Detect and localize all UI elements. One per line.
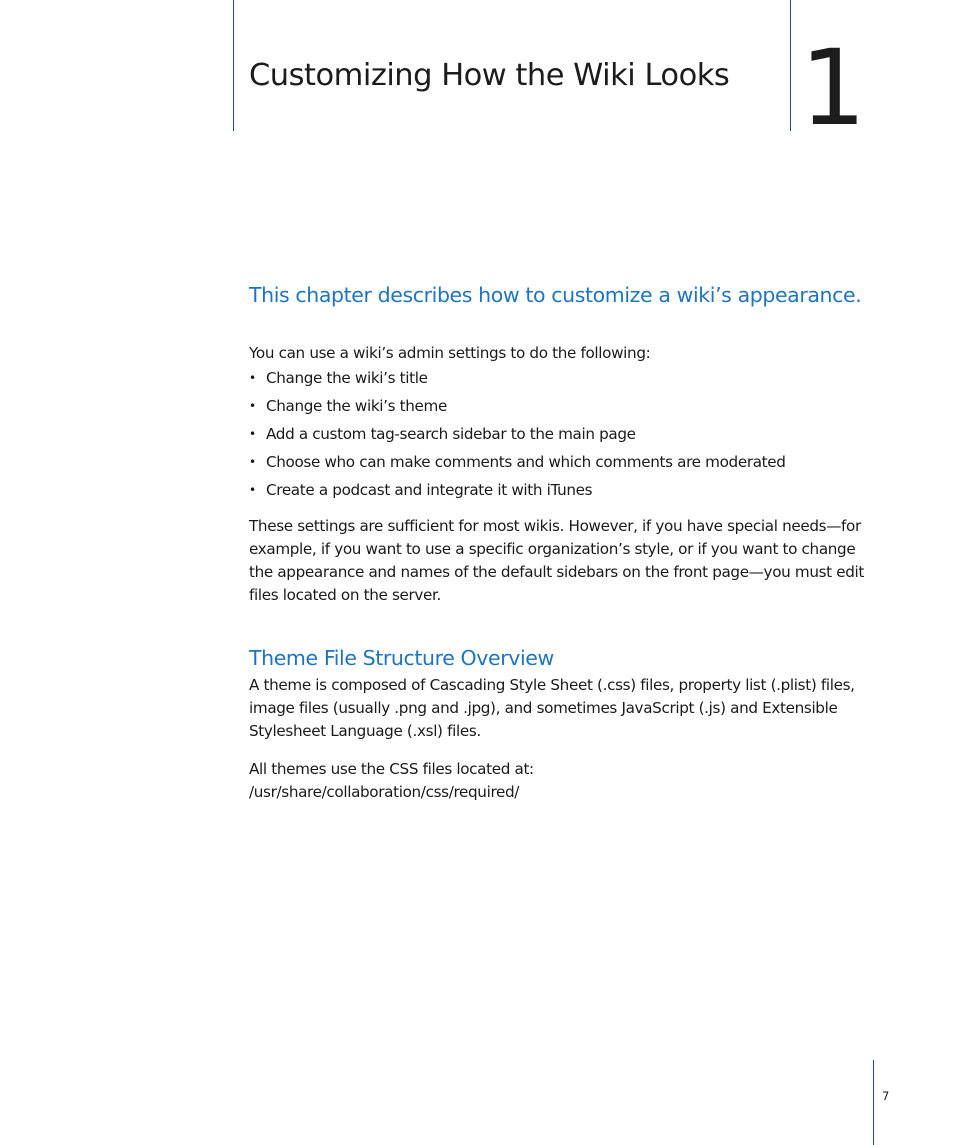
chapter-number: 1	[800, 27, 864, 149]
list-item-text: Choose who can make comments and which comments are moderated	[266, 453, 786, 471]
list-item-text: Add a custom tag-search sidebar to the main page	[266, 425, 636, 443]
list-item-text: Change the wiki’s title	[266, 369, 428, 387]
chapter-rule-left	[233, 0, 234, 131]
css-location-paragraph	[249, 758, 534, 804]
section-heading: Theme File Structure Overview	[249, 646, 554, 670]
bullet-icon: •	[249, 427, 256, 441]
bullet-icon: •	[249, 399, 256, 413]
lead-text: You can use a wiki’s admin settings to do the following:	[249, 344, 651, 362]
bullet-icon: •	[249, 371, 256, 385]
chapter-intro: This chapter describes how to customize a wiki’s appearance.	[249, 283, 862, 307]
chapter-rule-right	[790, 0, 791, 131]
list-item-text: Change the wiki’s theme	[266, 397, 447, 415]
footer-rule	[873, 1060, 874, 1145]
css-path-text: /usr/share/collaboration/css/required/	[249, 783, 520, 801]
theme-paragraph: A theme is composed of Cascading Style Sheet (.css) files, property list (.plist) files, image files (usually .png and .jpg), and sometimes JavaScript (.js) and Extensible Stylesheet Language (.xsl) files.	[249, 676, 855, 740]
chapter-title: Customizing How the Wiki Looks	[249, 58, 730, 93]
bullet-icon: •	[249, 483, 256, 497]
bullet-icon: •	[249, 455, 256, 469]
page-number: 7	[882, 1089, 890, 1103]
list-item-text: Create a podcast and integrate it with iTunes	[266, 481, 593, 499]
css-intro-text: All themes use the CSS files located at:	[249, 760, 534, 778]
settings-paragraph: These settings are sufficient for most wikis. However, if you have special needs—for example, if you want to use a specific organization’s style, or if you want to change the appearance and names of the default sidebars on the front page—you must edit files located on the server.	[249, 517, 865, 604]
